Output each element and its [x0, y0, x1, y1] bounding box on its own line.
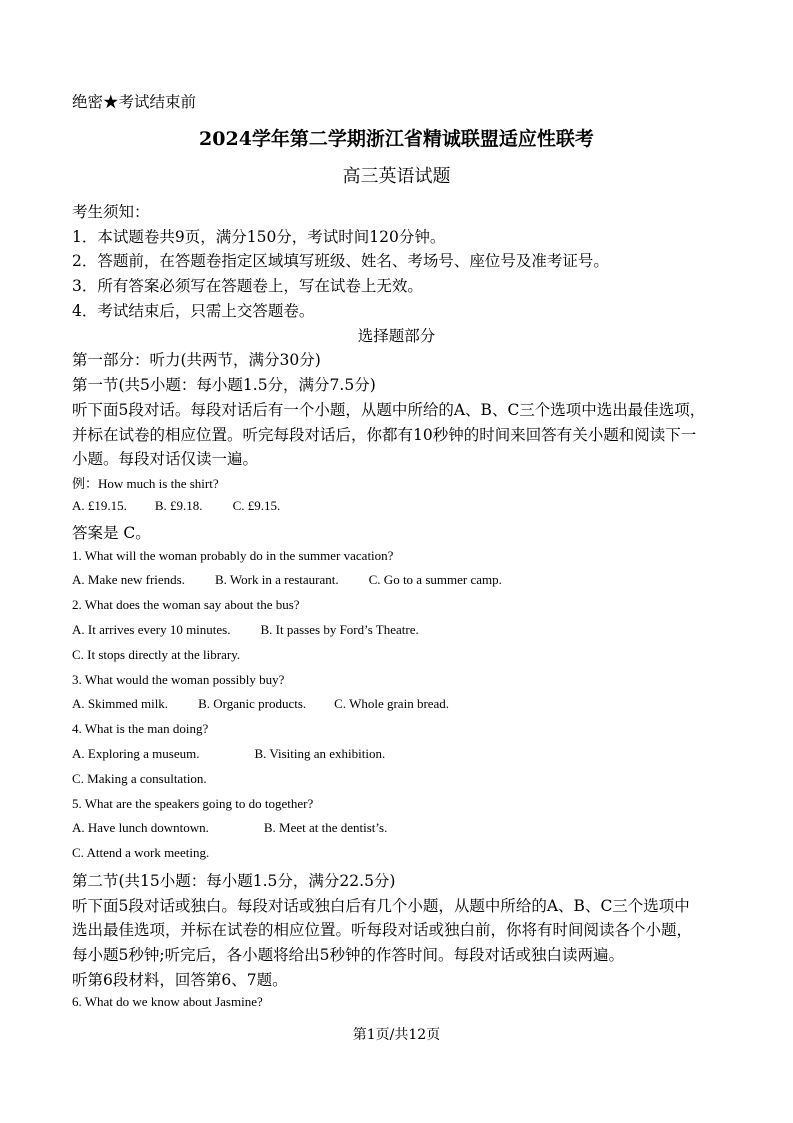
section1-instructions: 小题。每段对话仅读一遍。 — [72, 450, 259, 468]
option-b: B. Organic products. — [198, 696, 307, 711]
question-text: 3. What would the woman possibly buy? — [72, 672, 285, 687]
section-label: 选择题部分 — [357, 327, 436, 345]
section1-heading: 第一节(共5小题：每小题1.5分，满分7.5分) — [72, 376, 376, 394]
question-options — [72, 746, 385, 762]
option-c: C. Making a consultation. — [72, 771, 207, 786]
part1-heading: 第一部分：听力(共两节，满分30分) — [72, 351, 321, 369]
notice-item: 3．所有答案必须写在答题卷上，写在试卷上无效。 — [72, 277, 423, 295]
notice-heading: 考生须知： — [72, 203, 150, 221]
example-answer: 答案是 C。 — [72, 524, 151, 542]
example-options — [72, 498, 280, 514]
page-footer: 第1页/共12页 — [352, 1027, 441, 1043]
section1-instructions: 并标在试卷的相应位置。听完每段对话后，你都有10秒钟的时间来回答有关小题和阅读下一 — [72, 426, 697, 444]
option-a: A. Exploring a museum. — [72, 746, 200, 761]
option-b: B. Meet at the dentist’s. — [263, 820, 388, 835]
question-options — [72, 622, 419, 638]
question-text: 2. What does the woman say about the bus? — [72, 597, 300, 612]
exam-title: 2024学年第二学期浙江省精诚联盟适应性联考 — [199, 128, 594, 150]
option-b: B. Work in a restaurant. — [215, 572, 339, 587]
section2-instructions: 每小题5秒钟;听完后，各小题将给出5秒钟的作答时间。每段对话或独白读两遍。 — [72, 946, 624, 964]
option-c: C. Attend a work meeting. — [72, 845, 210, 860]
question-text: 6. What do we know about Jasmine? — [72, 994, 263, 1009]
notice-item: 2．答题前，在答题卷指定区域填写班级、姓名、考场号、座位号及准考证号。 — [72, 252, 609, 270]
section2-instructions: 听下面5段对话或独白。每段对话或独白后有几个小题，从题中所给的A、B、C三个选项中 — [72, 897, 690, 915]
material-label: 听第6段材料，回答第6、7题。 — [72, 971, 288, 989]
option-a: A. Skimmed milk. — [72, 696, 169, 711]
question-text: 5. What are the speakers going to do together? — [72, 796, 314, 811]
section2-instructions: 选出最佳选项，并标在试卷的相应位置。听每段对话或独白前，你将有时间阅读各个小题， — [72, 921, 693, 939]
exam-subtitle: 高三英语试题 — [342, 166, 451, 187]
option-c: C. £9.15. — [232, 498, 281, 513]
question-text: 1. What will the woman probably do in the summer vacation? — [72, 548, 394, 563]
option-c: C. Whole grain bread. — [334, 696, 450, 711]
section1-instructions: 听下面5段对话。每段对话后有一个小题，从题中所给的A、B、C三个选项中选出最佳选项， — [72, 401, 706, 419]
question-text: 4. What is the man doing? — [72, 721, 209, 736]
question-options — [72, 696, 449, 712]
option-a: A. £19.15. — [72, 498, 127, 513]
example-question: 例：How much is the shirt? — [72, 476, 219, 491]
option-a: A. It arrives every 10 minutes. — [72, 622, 231, 637]
question-options — [72, 572, 502, 588]
notice-item: 1．本试题卷共9页，满分150分，考试时间120分钟。 — [72, 228, 446, 246]
option-b: B. £9.18. — [154, 498, 203, 513]
option-a: A. Have lunch downtown. — [72, 820, 209, 835]
option-b: B. It passes by Ford’s Theatre. — [260, 622, 419, 637]
option-a: A. Make new friends. — [72, 572, 185, 587]
section2-heading: 第二节(共15小题：每小题1.5分，满分22.5分) — [72, 872, 396, 890]
notice-item: 4．考试结束后，只需上交答题卷。 — [72, 302, 315, 320]
question-options — [72, 820, 387, 836]
secrecy-label: 绝密★考试结束前 — [72, 93, 197, 111]
option-c: C. Go to a summer camp. — [368, 572, 502, 587]
option-b: B. Visiting an exhibition. — [254, 746, 386, 761]
option-c: C. It stops directly at the library. — [72, 647, 241, 662]
